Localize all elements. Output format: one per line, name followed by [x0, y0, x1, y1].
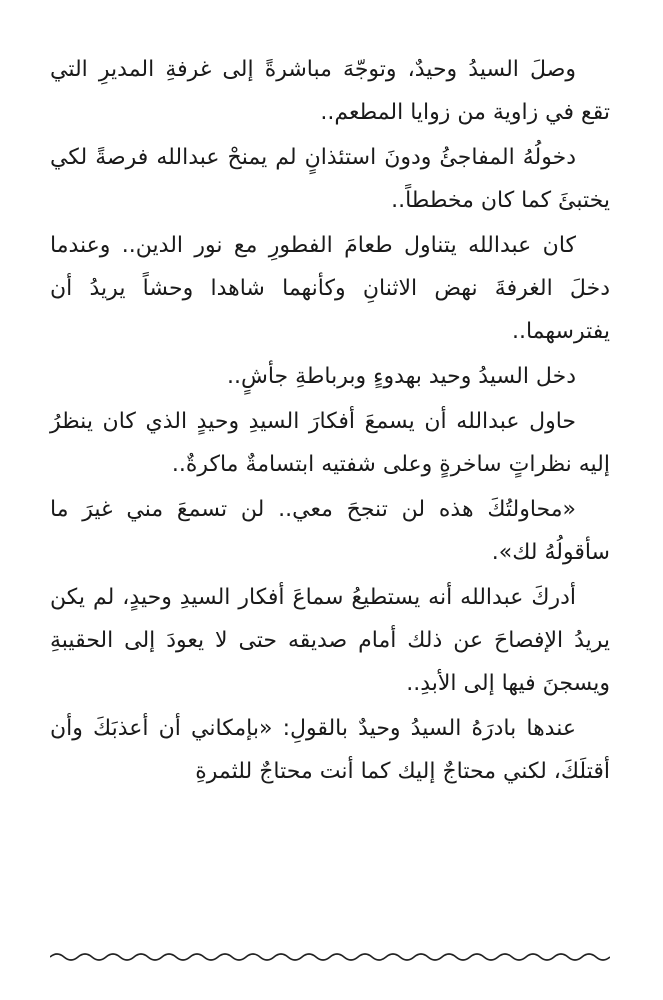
- paragraph-5: حاول عبدالله أن يسمعَ أفكارَ السيدِ وحيدٍ الذي كان ينظرُ إليه نظراتٍ ساخرةٍ وعلى شفتيه ابتسامةٌ ماكرةٌ..: [50, 409, 610, 477]
- paragraph-7: أدركَ عبدالله أنه يستطيعُ سماعَ أفكار السيدِ وحيدٍ، لم يكن يريدُ الإفصاحَ عن ذلك أمام صديقه حتى لا يعودَ إلى الحقيبةِ ويسجنَ فيها إلى الأبدِ..: [50, 585, 610, 696]
- page-text: [50, 48, 610, 795]
- paragraph-2: دخولُهُ المفاجئُ ودونَ استئذانٍ لم يمنحْ عبدالله فرصةً لكي يختبئَ كما كان مخططاً..: [50, 145, 610, 213]
- wavy-divider: [50, 950, 610, 964]
- paragraph-8: عندها بادرَهُ السيدُ وحيدٌ بالقولِ: «بإمكاني أن أعذبَكَ وأن أقتلَكَ، لكني محتاجٌ إليك كما أنت محتاجٌ للثمرةِ: [50, 716, 610, 784]
- wavy-divider-line: [50, 954, 610, 960]
- paragraph-1: وصلَ السيدُ وحيدٌ، وتوجّهَ مباشرةً إلى غرفةِ المديرِ التي تقع في زاوية من زوايا المطعم..: [50, 57, 610, 125]
- paragraph-6: «محاولتُكَ هذه لن تنجحَ معي.. لن تسمعَ مني غيرَ ما سأقولُهُ لك».: [50, 497, 610, 565]
- paragraph-3: كان عبدالله يتناول طعامَ الفطورِ مع نور الدين.. وعندما دخلَ الغرفةَ نهض الاثنانِ وكأنهما شاهدا وحشاً يريدُ أن يفترسهما..: [50, 233, 610, 344]
- paragraph-4: دخل السيدُ وحيد بهدوءٍ وبرباطةِ جأشٍ..: [226, 364, 576, 389]
